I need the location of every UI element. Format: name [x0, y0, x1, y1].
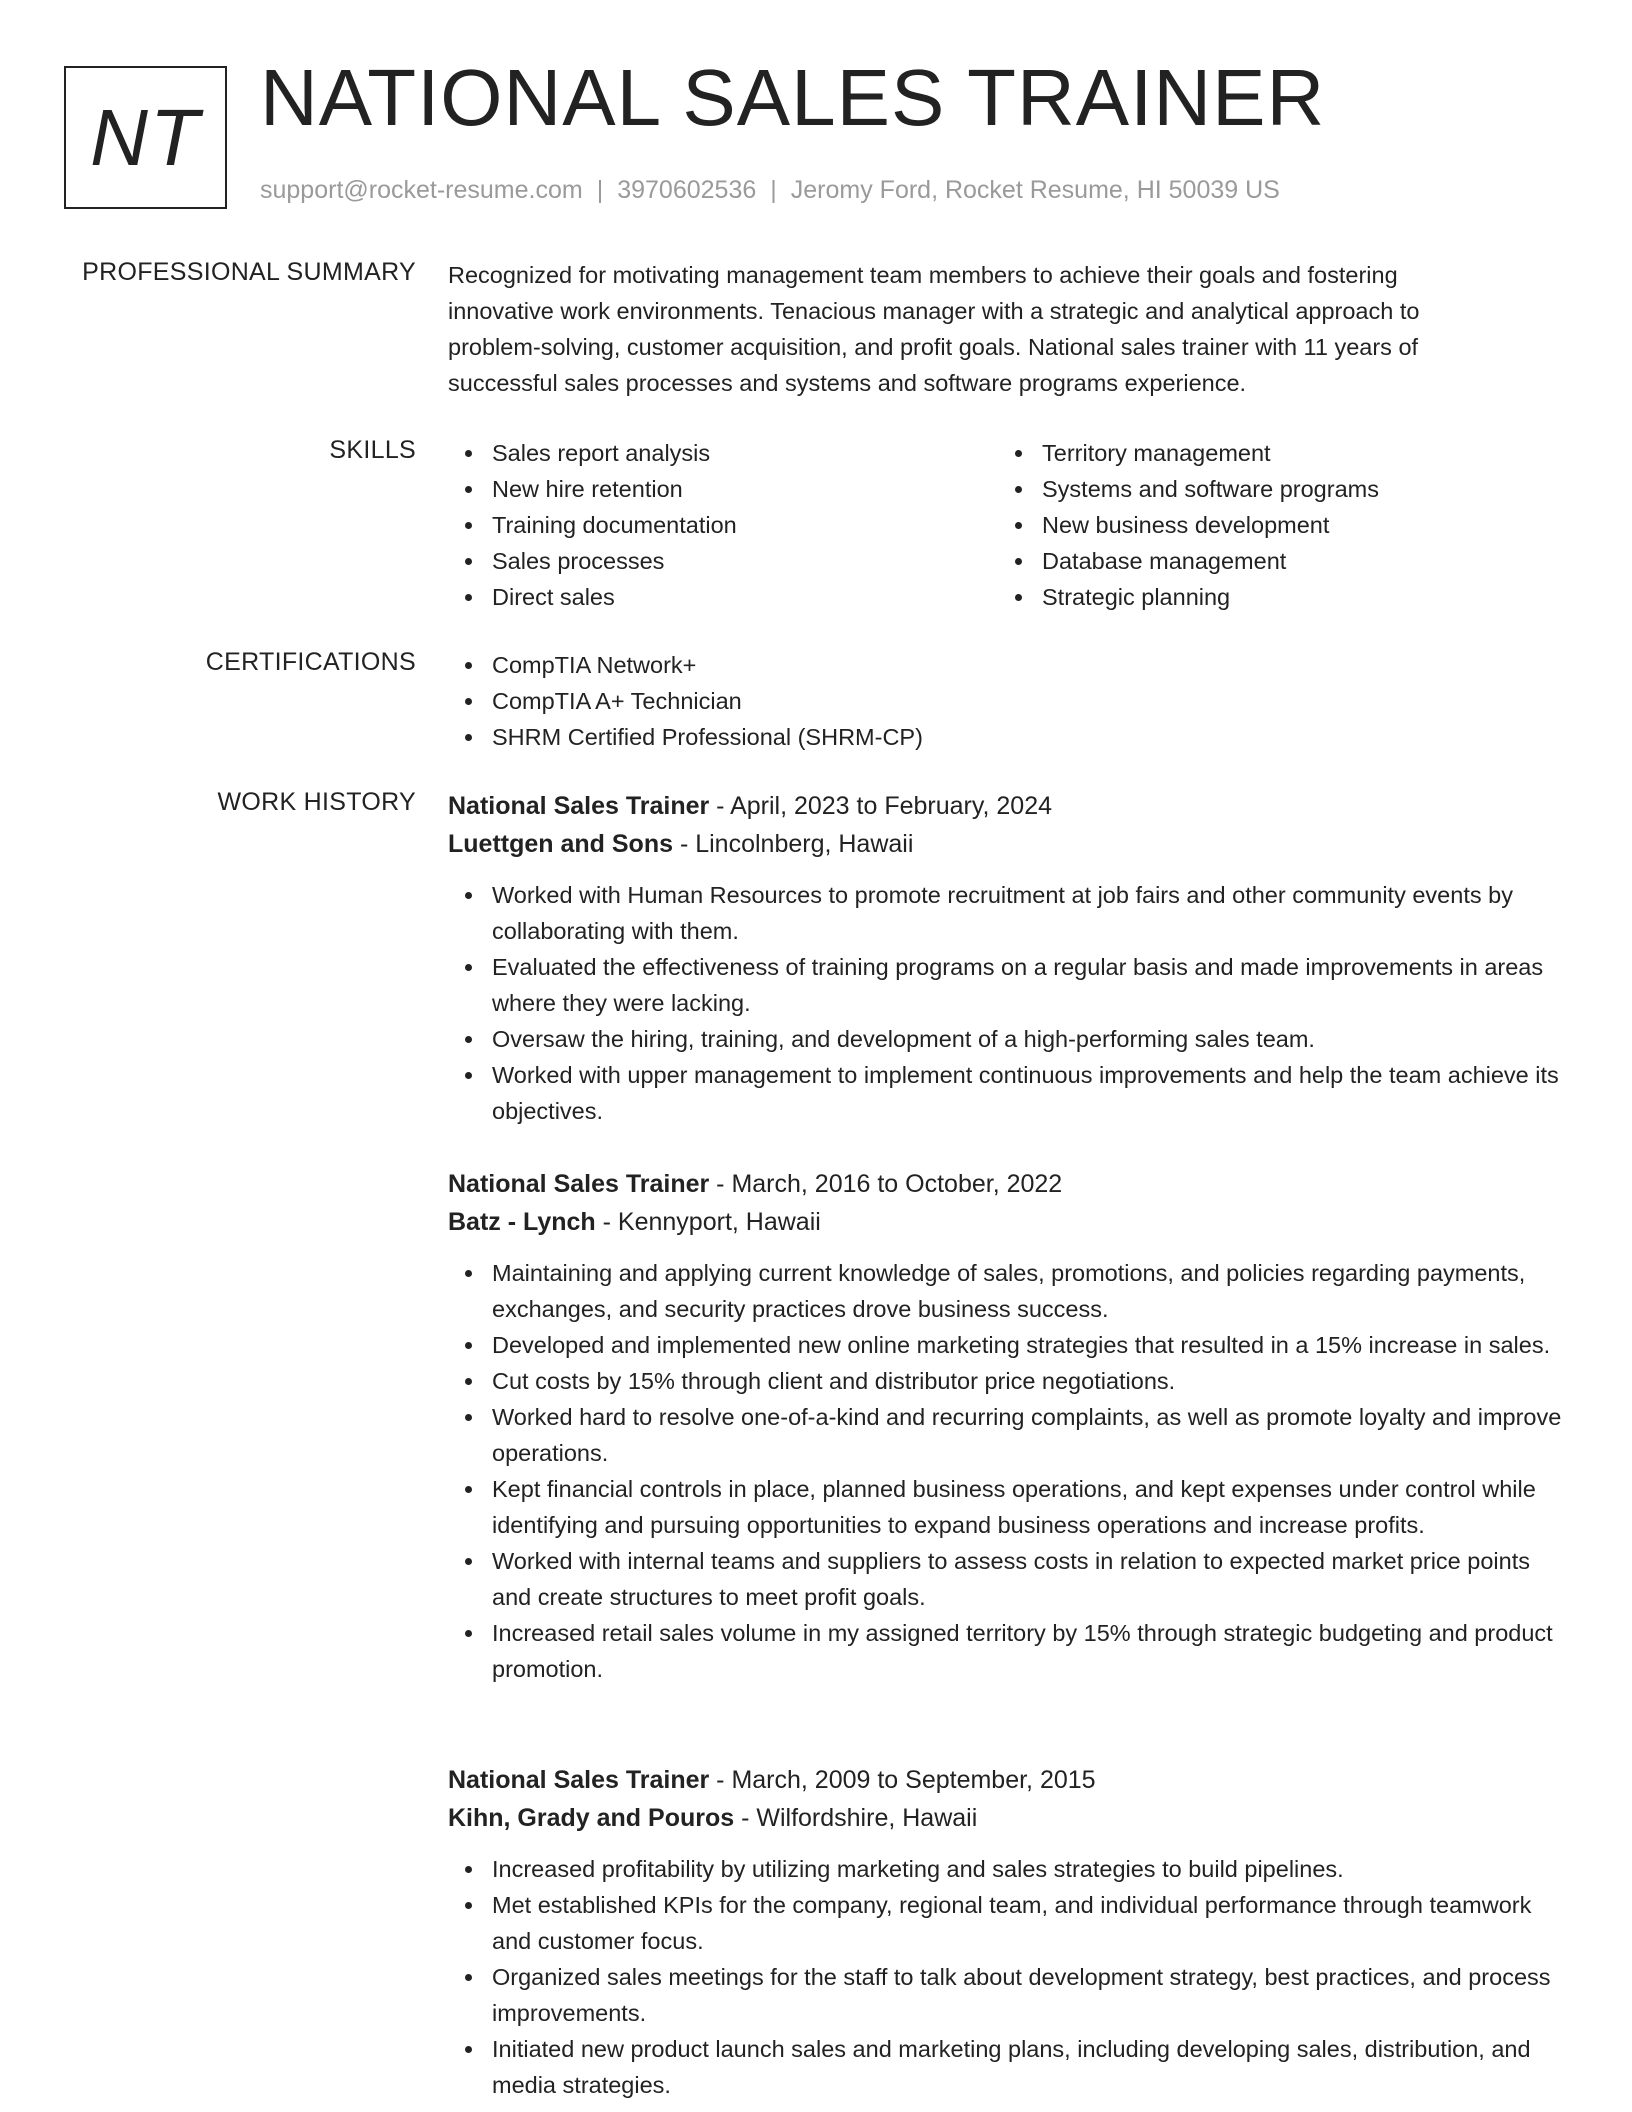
job-bullet: Evaluated the effectiveness of training programs on a regular basis and made improvements in areas where they were lacking.: [448, 949, 1568, 1021]
job-bullet: Worked with upper management to implement continuous improvements and help the team achieve its objectives.: [448, 1057, 1568, 1129]
job-bullet: Increased retail sales volume in my assigned territory by 15% through strategic budgeting and product promotion.: [448, 1615, 1568, 1687]
contact-separator: |: [596, 176, 604, 204]
job-bullet: Worked hard to resolve one-of-a-kind and recurring complaints, as well as promote loyalty and improve operations.: [448, 1399, 1568, 1471]
job-dash: -: [709, 1766, 732, 1794]
job-entry: [448, 1761, 1568, 2103]
skill-item: Strategic planning: [998, 579, 1548, 615]
skill-item: Sales processes: [448, 543, 998, 579]
job-company-line: [448, 1799, 1568, 1837]
skill-item: New hire retention: [448, 471, 998, 507]
job-entry: [448, 787, 1568, 1129]
job-dates: April, 2023 to February, 2024: [730, 792, 1053, 820]
skills-column-1: [448, 435, 998, 615]
skill-item: Database management: [998, 543, 1548, 579]
summary-text: Recognized for motivating management team members to achieve their goals and fostering innovative work environments. Tenacious manager with a strategic and analytical approach to problem-solving, customer acquisition, and profit goals. National sales trainer with 11 years of successful sales processes and systems and software programs experience.: [448, 262, 1420, 396]
job-bullets: [448, 1255, 1568, 1687]
job-bullet: Kept financial controls in place, planned business operations, and kept expenses under control while identifying and pursuing opportunities to expand business operations and increase profits.: [448, 1471, 1568, 1543]
section-title: SKILLS: [329, 436, 416, 464]
job-company: Kihn, Grady and Pouros: [448, 1804, 735, 1832]
contact-phone: 3970602536: [617, 176, 757, 204]
job-title-line: [448, 1761, 1568, 1799]
skill-item: Systems and software programs: [998, 471, 1548, 507]
job-company: Luettgen and Sons: [448, 830, 673, 858]
skill-item: Direct sales: [448, 579, 998, 615]
section-title: PROFESSIONAL SUMMARY: [82, 258, 416, 286]
certification-item: CompTIA Network+: [448, 647, 1568, 683]
job-bullets: [448, 1851, 1568, 2103]
skill-item: Territory management: [998, 435, 1548, 471]
section-title: CERTIFICATIONS: [205, 648, 416, 676]
resume-name: NATIONAL SALES TRAINER: [260, 53, 1326, 142]
job-company-line: [448, 825, 1568, 863]
job-bullet: Met established KPIs for the company, regional team, and individual performance through teamwork and customer focus.: [448, 1887, 1568, 1959]
job-role: National Sales Trainer: [448, 792, 710, 820]
job-title-line: [448, 787, 1568, 825]
job-company: Batz - Lynch: [448, 1208, 596, 1236]
contact-separator: |: [770, 176, 777, 204]
job-company-line: [448, 1203, 1568, 1241]
job-bullet: Oversaw the hiring, training, and development of a high-performing sales team.: [448, 1021, 1568, 1057]
job-dash: -: [673, 830, 696, 858]
job-role: National Sales Trainer: [448, 1766, 710, 1794]
certifications-list: [448, 647, 1568, 755]
monogram-initials: NT: [90, 92, 201, 182]
job-dates: March, 2016 to October, 2022: [731, 1170, 1063, 1198]
job-bullet: Cut costs by 15% through client and distributor price negotiations.: [448, 1363, 1568, 1399]
contact-address: Jeromy Ford, Rocket Resume, HI 50039 US: [790, 176, 1280, 204]
job-dates: March, 2009 to September, 2015: [731, 1766, 1096, 1794]
job-dash: -: [595, 1208, 618, 1236]
job-title-line: [448, 1165, 1568, 1203]
job-bullet: Increased profitability by utilizing marketing and sales strategies to build pipelines.: [448, 1851, 1568, 1887]
monogram-box: [64, 66, 227, 209]
job-bullet: Worked with Human Resources to promote recruitment at job fairs and other community events by collaborating with them.: [448, 877, 1568, 949]
job-entry: [448, 1165, 1568, 1687]
job-role: National Sales Trainer: [448, 1170, 710, 1198]
skill-item: Training documentation: [448, 507, 998, 543]
skills-list: [448, 435, 1568, 615]
job-bullet: Developed and implemented new online marketing strategies that resulted in a 15% increase in sales.: [448, 1327, 1568, 1363]
job-bullet: Maintaining and applying current knowledge of sales, promotions, and policies regarding payments, exchanges, and security practices drove business success.: [448, 1255, 1568, 1327]
skill-item: New business development: [998, 507, 1548, 543]
job-location: Kennyport, Hawaii: [617, 1208, 821, 1236]
job-bullet: Organized sales meetings for the staff to talk about development strategy, best practices, and process improvements.: [448, 1959, 1568, 2031]
skill-item: Sales report analysis: [448, 435, 998, 471]
resume-header: [0, 0, 1632, 240]
contact-line: [260, 176, 1280, 205]
job-bullet: Worked with internal teams and suppliers to assess costs in relation to expected market price points and create structures to meet profit goals.: [448, 1543, 1568, 1615]
job-bullets: [448, 877, 1568, 1129]
section-title: WORK HISTORY: [217, 788, 416, 816]
job-location: Wilfordshire, Hawaii: [756, 1804, 978, 1832]
skills-column-2: [998, 435, 1548, 615]
job-location: Lincolnberg, Hawaii: [695, 830, 914, 858]
job-dash: -: [709, 792, 731, 820]
certification-item: SHRM Certified Professional (SHRM-CP): [448, 719, 1568, 755]
job-dash: -: [709, 1170, 732, 1198]
contact-email: support@rocket-resume.com: [260, 176, 583, 204]
certification-item: CompTIA A+ Technician: [448, 683, 1568, 719]
job-bullet: Initiated new product launch sales and marketing plans, including developing sales, distribution, and media strategies.: [448, 2031, 1568, 2103]
job-dash: -: [734, 1804, 757, 1832]
